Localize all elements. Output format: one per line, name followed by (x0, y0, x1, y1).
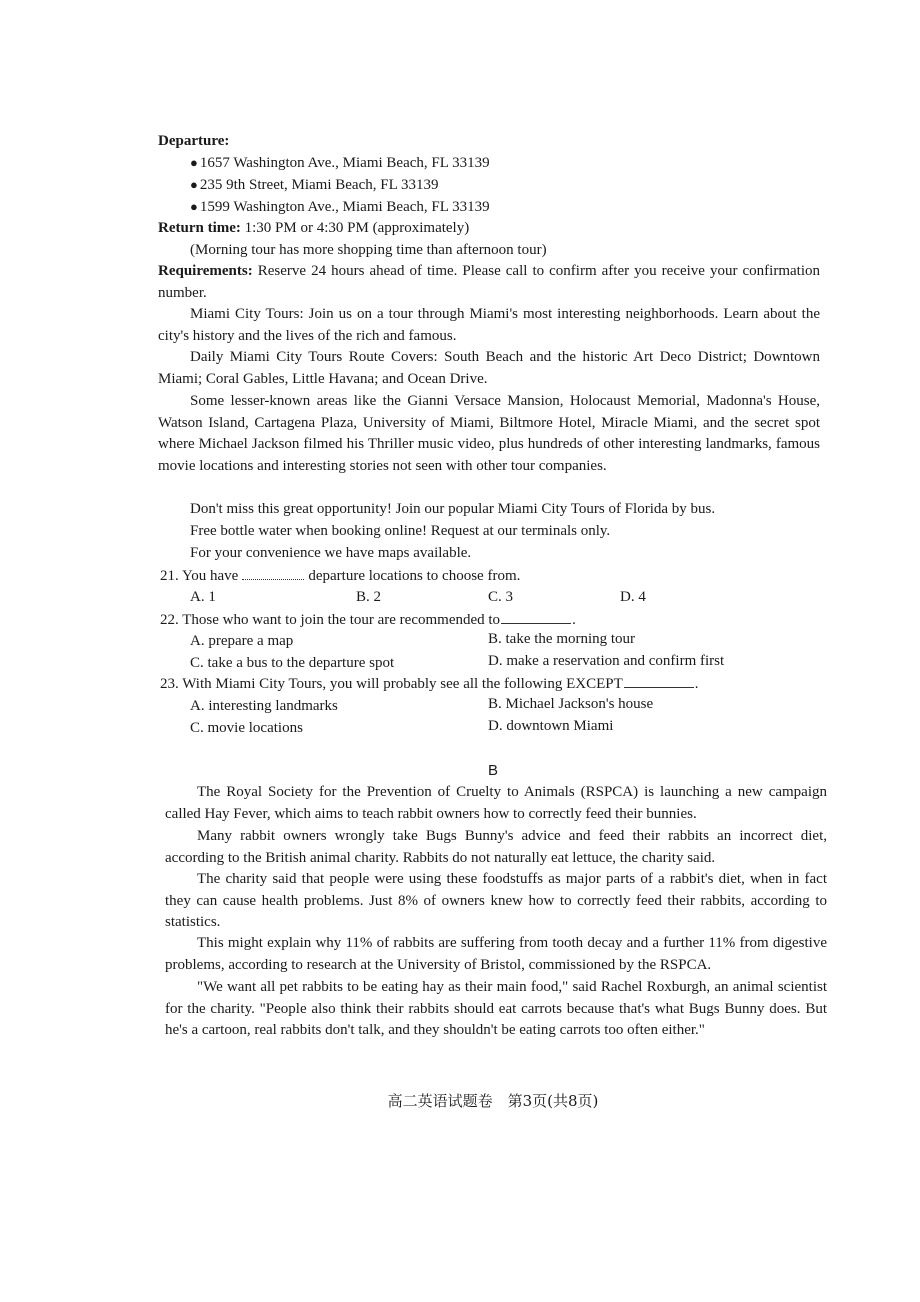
answer-blank (242, 565, 304, 580)
option: B. Michael Jackson's house (488, 696, 654, 712)
question-21 (160, 565, 520, 588)
requirements-label: Requirements: (158, 263, 253, 279)
option: D. 4 (620, 589, 646, 605)
option: D. make a reservation and confirm first (488, 653, 725, 669)
note-line: Free bottle water when booking online! Request at our terminals only. (190, 523, 611, 539)
departure-label: Departure: (158, 133, 230, 149)
question-stem: 21. You have (160, 568, 239, 584)
option: C. take a bus to the departure spot (190, 655, 395, 671)
question-stem: 23. With Miami City Tours, you will probably see all the following EXCEPT (160, 676, 623, 692)
departure-item: ● 1657 Washington Ave., Miami Beach, FL 33139 (190, 152, 490, 175)
question-23 (160, 673, 699, 696)
question-stem: 22. Those who want to join the tour are recommended to (160, 612, 501, 628)
return-time-value: 1:30 PM or 4:30 PM (approximately) (240, 220, 470, 236)
option: B. 2 (356, 589, 382, 605)
requirements (158, 261, 820, 304)
option: C. 3 (488, 589, 514, 605)
return-time (158, 218, 469, 240)
question-stem-end: departure locations to choose from. (308, 568, 521, 584)
paragraph-rspca: The Royal Society for the Prevention of Cruelty to Animals (RSPCA) is launching a new campaign called Hay Fever, which aims to teach rabbit owners how to correctly feed their bunnies. (165, 784, 827, 822)
option: C. movie locations (190, 720, 303, 736)
note-line: Don't miss this great opportunity! Join our popular Miami City Tours of Florida by bus. (190, 501, 716, 517)
paragraph-tours-intro: Miami City Tours: Join us on a tour through Miami's most interesting neighborhoods. Learn about the city's history and the lives of the rich and famous. (158, 306, 820, 344)
page-footer: 高二英语试题卷 第3页(共8页) (387, 1092, 599, 1110)
question-stem-end: . (694, 676, 699, 692)
return-time-label: Return time: (158, 220, 241, 236)
paragraph-foodstuffs: The charity said that people were using these foodstuffs as major parts of a rabbit's diet, when in fact they can cause health problems. Just 8% of owners knew how to correctly feed their rabbits, according to statistics. (165, 871, 827, 930)
answer-blank (624, 673, 694, 688)
option: A. prepare a map (190, 633, 294, 649)
paragraph-quote: "We want all pet rabbits to be eating hay as their main food," said Rachel Roxburgh, an animal scientist for the charity. "People also think their rabbits should eat carrots because that's what Bugs Bunny does. But he's a cartoon, real rabbits don't talk, and they shouldn't be eating carrots too often either." (165, 979, 827, 1038)
option: A. 1 (190, 589, 216, 605)
requirements-text: Reserve 24 hours ahead of time. Please call to confirm after you receive your confirmation number. (158, 263, 820, 301)
option: B. take the morning tour (488, 631, 636, 647)
paragraph-statistics: This might explain why 11% of rabbits are suffering from tooth decay and a further 11% from digestive problems, according to research at the University of Bristol, commissioned by the RSPCA. (165, 935, 827, 973)
paragraph-bugs-bunny: Many rabbit owners wrongly take Bugs Bunny's advice and feed their rabbits an incorrect diet, according to the British animal charity. Rabbits do not naturally eat lettuce, the charity said. (165, 828, 827, 866)
departure-item: ● 1599 Washington Ave., Miami Beach, FL 33139 (190, 196, 490, 219)
question-stem-end: . (572, 612, 576, 628)
option: A. interesting landmarks (190, 698, 338, 714)
paragraph-lesser-known: Some lesser-known areas like the Gianni Versace Mansion, Holocaust Memorial, Madonna's House, Watson Island, Cartagena Plaza, University of Miami, Biltmore Hotel, Miracle Miami, and the secret spot where Michael Jackson filmed his Thriller music video, plus hundreds of other interesting landmarks, famous movie locations and interesting stories not seen with other tour companies. (158, 393, 820, 474)
option: D. downtown Miami (488, 718, 614, 734)
departure-item: ● 235 9th Street, Miami Beach, FL 33139 (190, 174, 438, 197)
return-time-note: (Morning tour has more shopping time than afternoon tour) (190, 242, 547, 258)
answer-blank (501, 609, 571, 624)
note-line: For your convenience we have maps available. (190, 545, 472, 561)
paragraph-route: Daily Miami City Tours Route Covers: South Beach and the historic Art Deco District; Downtown Miami; Coral Gables, Little Havana; and Ocean Drive. (158, 349, 820, 387)
section-b-heading: B (487, 762, 498, 779)
